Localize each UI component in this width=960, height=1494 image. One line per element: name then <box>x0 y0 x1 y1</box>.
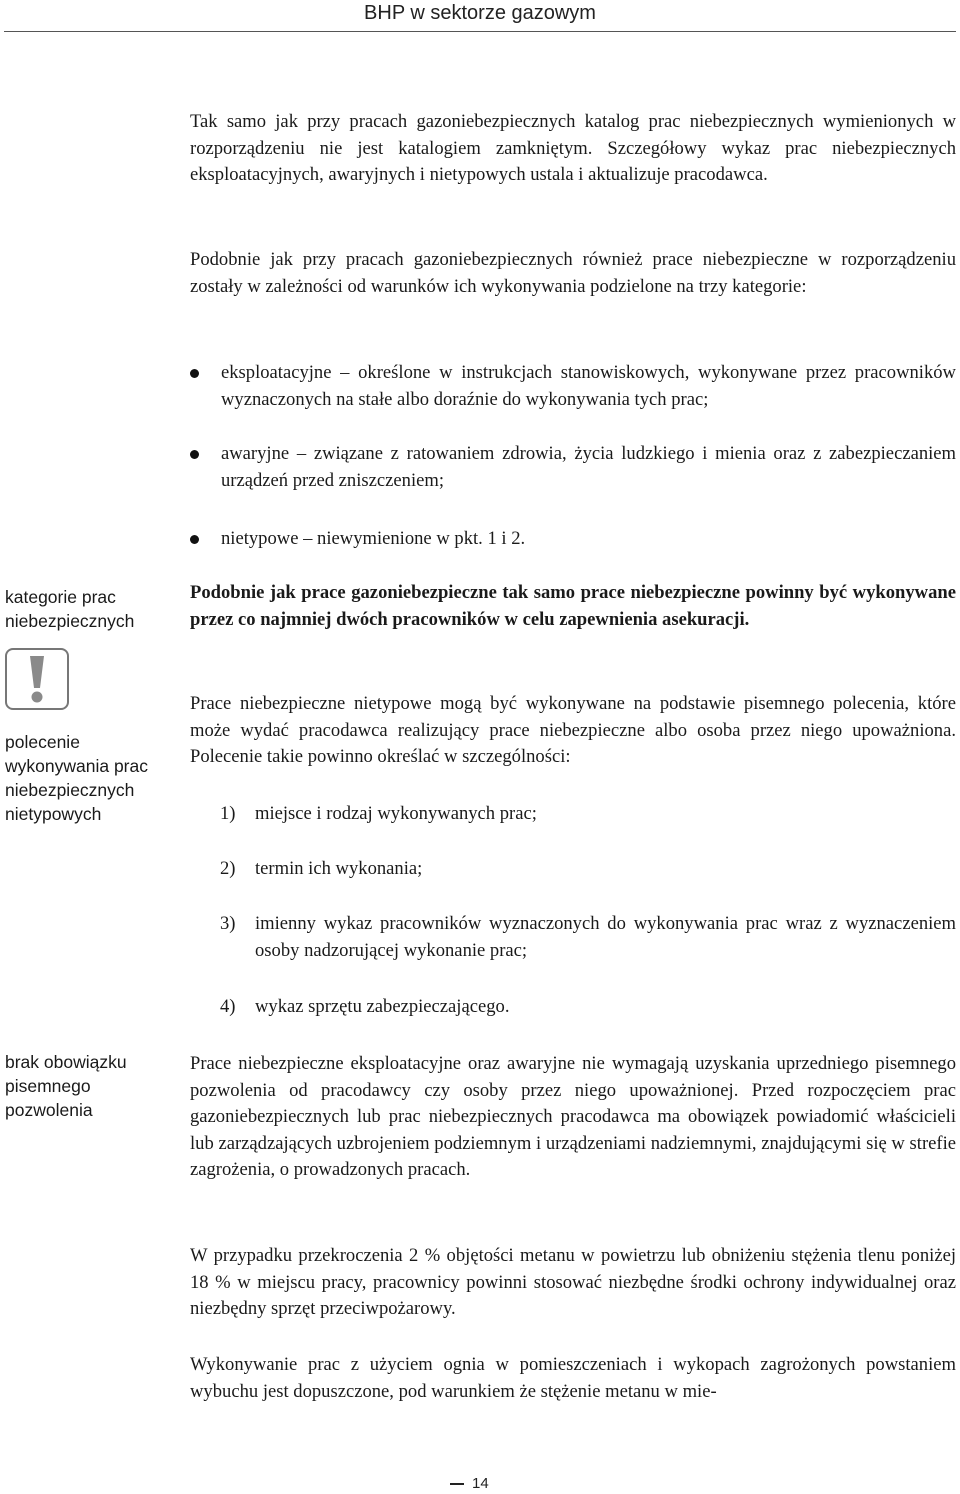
sidenote-no-permit: brak obowiązku pisemnego pozwolenia <box>5 1052 127 1120</box>
paragraph-two-workers: Podobnie jak prace gazoniebezpieczne tak samo prace niebezpieczne powinny być wykonywane przez co najmniej dwóch pracowników w celu zapewnienia asekuracji. <box>190 582 956 630</box>
page-number: 14 <box>472 1475 489 1492</box>
item-text: termin ich wykonania; <box>255 858 423 879</box>
paragraph-catalog: Tak samo jak przy pracach gazoniebezpiecznych katalog prac niebezpiecznych wymienionych w rozporządzeniu nie jest katalogiem zamkniętym. Szczegółowy wykaz prac niebezpiecznych eksploatacyjnych, awaryjnych i nietypowych ustala i aktualizuje pracodawca. <box>190 111 956 185</box>
page-footer <box>450 1474 489 1494</box>
paragraph-fire-work: Wykonywanie prac z użyciem ognia w pomieszczeniach i wykopach zagrożonych powstaniem wybuchu jest dopuszczone, pod warunkiem że stężenie metanu w mie- <box>190 1354 956 1402</box>
header-title: BHP w sektorze gazowym <box>364 2 596 24</box>
paragraph-methane: W przypadku przekroczenia 2 % objętości metanu w powietrzu lub obniżeniu stężenia tlenu poniżej 18 % w miejscu pracy, pracownicy powinni stosować niezbędne środki ochrony indywidualnej oraz niezbędny sprzęt przeciwpożarowy. <box>190 1245 956 1319</box>
list-item <box>190 441 956 494</box>
bullet-text: nietypowe – niewymienione w pkt. 1 i 2. <box>221 528 526 549</box>
numbered-item <box>220 856 956 883</box>
paragraph-no-permit: Prace niebezpieczne eksploatacyjne oraz awaryjne nie wymagają uzyskania uprzedniego pisemnego pozwolenia od pracodawcy czy osoby przez niego upoważnionej. Przed rozpoczęciem prac gazoniebezpiecznych lub prac niebezpiecznych pracodawca ma obowiązek powiadomić właścicieli lub zarządzających uzbrojeniem podziemnym i urządzeniami nadziemnymi, znajdującymi się w strefie zagrożenia, o prowadzonych pracach. <box>190 1053 956 1180</box>
item-text: imienny wykaz pracowników wyznaczonych do wykonywania prac wraz z wyznaczeniem osoby nadzorującej wykonanie prac; <box>255 913 956 961</box>
bullet-text: awaryjne – związane z ratowaniem zdrowia, życia ludzkiego i mienia oraz z zabezpieczaniem urządzeń przed zniszczeniem; <box>221 443 956 491</box>
item-text: miejsce i rodzaj wykonywanych prac; <box>255 803 537 824</box>
list-item <box>190 526 956 553</box>
list-item <box>190 360 956 413</box>
bullet-icon <box>190 535 199 544</box>
exclamation-icon <box>7 650 67 708</box>
bullet-icon <box>190 369 199 378</box>
bullet-icon <box>190 450 199 459</box>
numbered-item <box>220 801 956 828</box>
item-number: 4) <box>220 996 236 1017</box>
numbered-item <box>220 911 956 964</box>
item-text: wykaz sprzętu zabezpieczającego. <box>255 996 510 1017</box>
footer-dash <box>450 1483 464 1485</box>
item-number: 2) <box>220 858 236 879</box>
sidenote-written-order: polecenie wykonywania prac niebezpiecznych nietypowych <box>5 732 148 824</box>
warning-box <box>5 648 69 710</box>
header-rule <box>4 31 956 32</box>
item-number: 3) <box>220 913 236 934</box>
running-header <box>0 0 960 32</box>
item-number: 1) <box>220 803 236 824</box>
paragraph-categories-intro: Podobnie jak przy pracach gazoniebezpiecznych również prace niebezpieczne w rozporządzeniu zostały w zależności od warunków ich wykonywania podzielone na trzy kategorie: <box>190 249 956 297</box>
paragraph-atypical-order: Prace niebezpieczne nietypowe mogą być wykonywane na podstawie pisemnego polecenia, które może wydać pracodawca realizujący prace niebezpieczne albo osoba przez niego upoważniona. Polecenie takie powinno określać w szczególności: <box>190 693 956 767</box>
bullet-text: eksploatacyjne – określone w instrukcjach stanowiskowych, wykonywane przez pracowników wyznaczonych na stałe albo doraźnie do wykonywania tych prac; <box>221 362 956 410</box>
numbered-item <box>220 994 956 1021</box>
sidenote-categories: kategorie prac niebezpiecznych <box>5 587 135 631</box>
